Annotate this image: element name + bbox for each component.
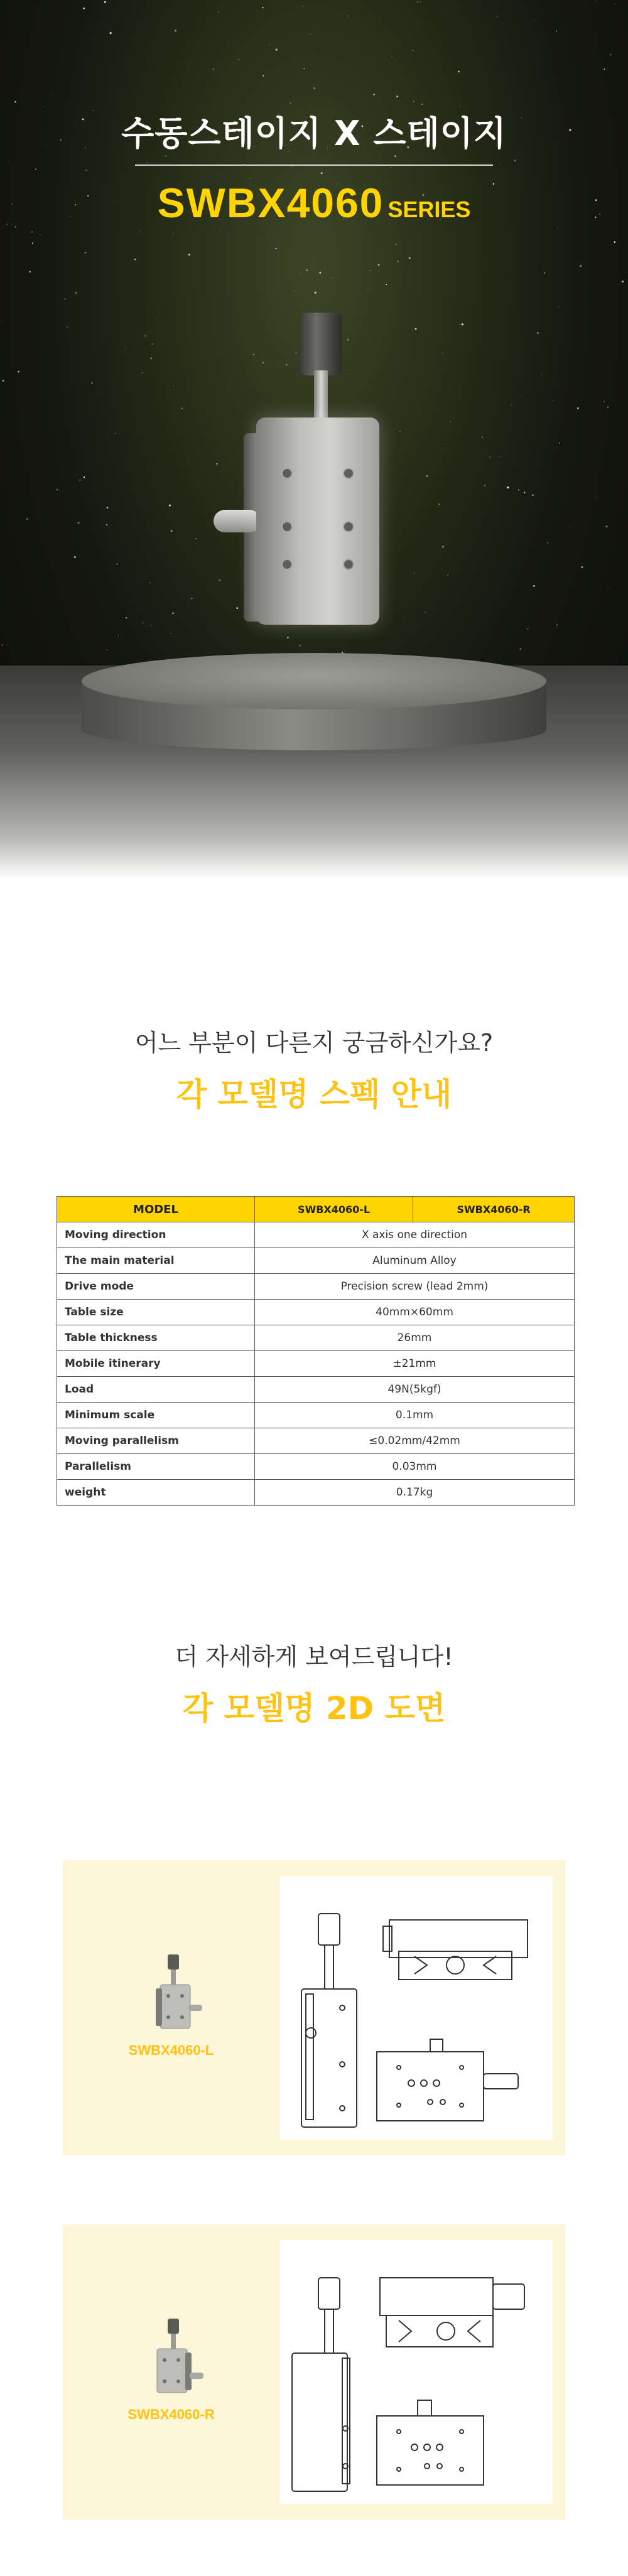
table-row	[57, 1351, 575, 1377]
table-row	[57, 1428, 575, 1454]
hero-divider	[135, 164, 493, 166]
product-thumbnail-l	[132, 1954, 214, 2036]
spec-table-container	[57, 1196, 575, 1506]
technical-drawing-l	[279, 1876, 553, 2140]
header-model: MODEL	[57, 1197, 255, 1222]
table-row	[57, 1274, 575, 1300]
mount-hole	[343, 559, 354, 570]
spec-table-header	[57, 1197, 575, 1222]
page-bottom-spacer	[0, 2519, 628, 2557]
row-value: ±21mm	[255, 1351, 575, 1377]
row-value: 0.1mm	[255, 1403, 575, 1428]
drawing-heading: 각 모델명 2D 도면	[182, 1690, 446, 1727]
spec-section-header	[0, 1023, 628, 1114]
drawing-caption-l: SWBX4060-L	[128, 2042, 214, 2058]
row-label: weight	[57, 1480, 255, 1506]
header-model-l: SWBX4060-L	[255, 1197, 413, 1222]
row-value: X axis one direction	[255, 1222, 575, 1248]
table-row	[57, 1325, 575, 1351]
mount-hole	[281, 468, 293, 479]
row-value: 26mm	[255, 1325, 575, 1351]
row-value: 40mm×60mm	[255, 1300, 575, 1325]
table-row	[57, 1377, 575, 1403]
table-row	[57, 1222, 575, 1248]
row-label: Minimum scale	[57, 1403, 255, 1428]
row-label: Mobile itinerary	[57, 1351, 255, 1377]
knob-stem	[314, 370, 328, 421]
hero-series: SERIES	[387, 197, 471, 222]
mount-hole	[281, 521, 293, 532]
row-label: Table size	[57, 1300, 255, 1325]
spec-table	[57, 1196, 575, 1506]
drawing-question: 더 자세하게 보여드립니다!	[175, 1643, 453, 1671]
technical-drawing-r	[279, 2240, 553, 2504]
mount-hole	[281, 559, 293, 570]
drawing-card-r	[63, 2224, 565, 2519]
row-label: Moving direction	[57, 1222, 255, 1248]
spec-question: 어느 부분이 다른지 궁금하신가요?	[134, 1029, 494, 1057]
row-label: Moving parallelism	[57, 1428, 255, 1454]
mount-hole	[343, 468, 354, 479]
drawing-section-header	[0, 1637, 628, 1728]
mount-hole	[343, 521, 354, 532]
hero-model-line	[0, 179, 628, 227]
spec-heading: 각 모델명 스펙 안내	[176, 1076, 452, 1113]
table-row	[57, 1300, 575, 1325]
table-row	[57, 1403, 575, 1428]
table-row	[57, 1454, 575, 1480]
header-model-r: SWBX4060-R	[413, 1197, 575, 1222]
stage-body	[256, 418, 379, 625]
row-value: 0.17kg	[255, 1480, 575, 1506]
table-row	[57, 1248, 575, 1274]
hero-banner	[0, 0, 628, 879]
row-value: 0.03mm	[255, 1454, 575, 1480]
side-screw	[214, 510, 261, 532]
row-value: Precision screw (lead 2mm)	[255, 1274, 575, 1300]
row-value: 49N(5kgf)	[255, 1377, 575, 1403]
row-value: ≤0.02mm/42mm	[255, 1428, 575, 1454]
pedestal-top	[82, 653, 546, 709]
hero-title: 수동스테이지 X 스테이지	[121, 114, 507, 153]
hero-model: SWBX4060	[157, 180, 384, 226]
table-row	[57, 1480, 575, 1506]
row-label: Load	[57, 1377, 255, 1403]
drawing-caption-r: SWBX4060-R	[127, 2406, 215, 2422]
product-thumbnail-r	[132, 2319, 214, 2400]
row-label: Table thickness	[57, 1325, 255, 1351]
knob-cap	[300, 313, 342, 375]
row-label: Drive mode	[57, 1274, 255, 1300]
row-value: Aluminum Alloy	[255, 1248, 575, 1274]
drawing-card-l	[63, 1860, 565, 2155]
row-label: The main material	[57, 1248, 255, 1274]
row-label: Parallelism	[57, 1454, 255, 1480]
